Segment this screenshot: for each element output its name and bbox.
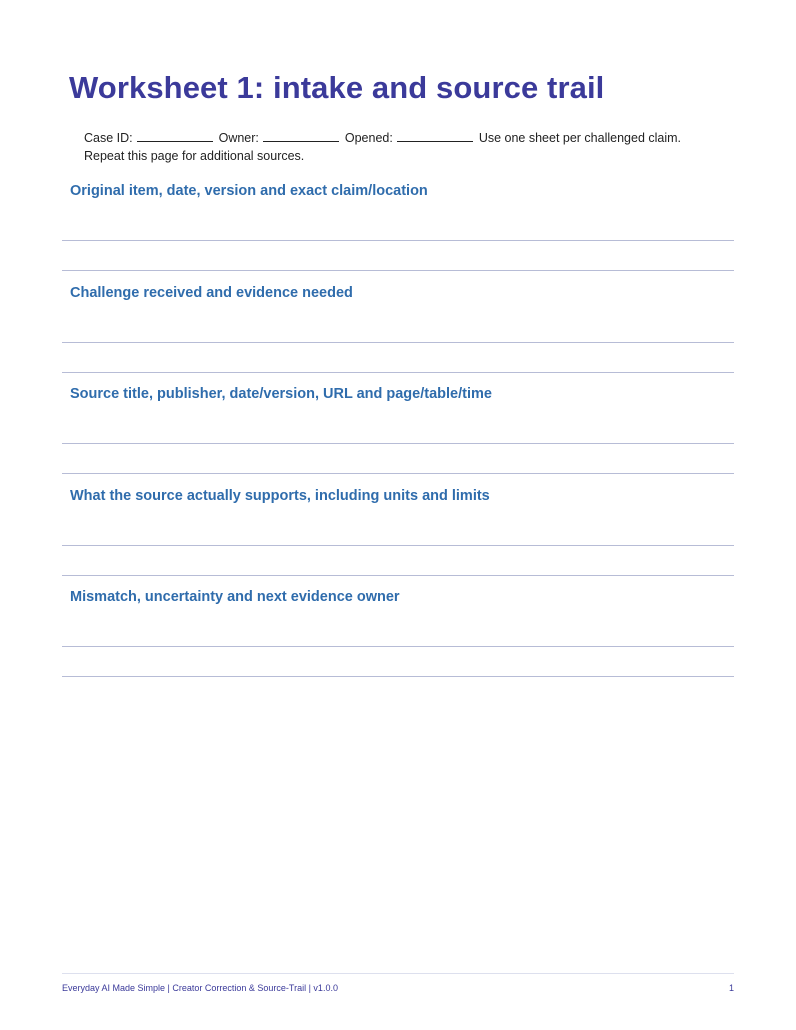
section-heading: Source title, publisher, date/version, URL and page/table/time (70, 386, 492, 402)
opened-label: Opened: (344, 131, 393, 145)
case-id-blank[interactable] (137, 130, 213, 142)
writing-line[interactable] (62, 676, 734, 677)
writing-line[interactable] (62, 240, 734, 241)
case-id-label: Case ID: (84, 131, 133, 145)
writing-line[interactable] (62, 443, 734, 444)
section-heading: Mismatch, uncertainty and next evidence owner (70, 589, 400, 605)
owner-blank[interactable] (263, 130, 339, 142)
opened-blank[interactable] (397, 130, 473, 142)
section-heading: What the source actually supports, including units and limits (70, 488, 490, 504)
footer-text: Everyday AI Made Simple | Creator Correction & Source-Trail | v1.0.0 (62, 983, 338, 993)
section-heading: Challenge received and evidence needed (70, 285, 353, 301)
writing-line[interactable] (62, 575, 734, 576)
case-meta-line (84, 129, 744, 147)
writing-line[interactable] (62, 545, 734, 546)
writing-line[interactable] (62, 473, 734, 474)
instruction-repeat: Repeat this page for additional sources. (84, 149, 305, 163)
writing-line[interactable] (62, 646, 734, 647)
writing-line[interactable] (62, 270, 734, 271)
case-meta (84, 129, 744, 165)
page-title: Worksheet 1: intake and source trail (69, 70, 605, 105)
footer-divider (62, 973, 734, 974)
writing-line[interactable] (62, 372, 734, 373)
instruction-one-sheet: Use one sheet per challenged claim. (478, 131, 682, 145)
page-number: 1 (728, 983, 734, 993)
writing-line[interactable] (62, 342, 734, 343)
section-heading: Original item, date, version and exact claim/location (70, 183, 428, 199)
owner-label: Owner: (218, 131, 259, 145)
